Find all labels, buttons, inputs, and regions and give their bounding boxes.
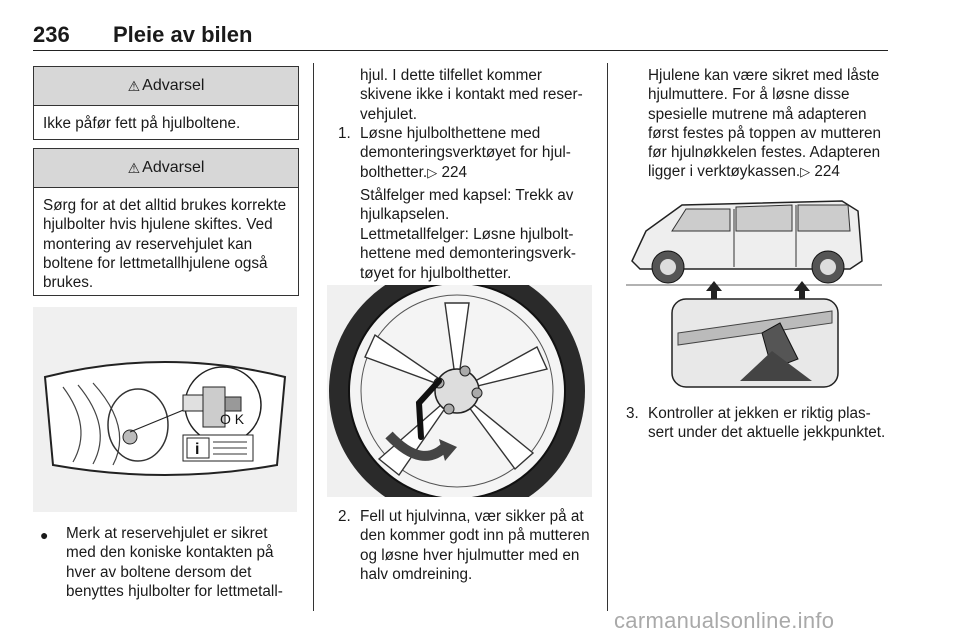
step-2-number: 2. — [338, 508, 351, 525]
warning-header — [34, 67, 298, 106]
jack-point-illustration — [622, 183, 886, 389]
steel-rim-text: Stålfelger med kapsel: Trekk av hjulkapselen. — [360, 187, 574, 224]
locking-nut-body: Hjulene kan være sikret med låste hjulmuttere. For å løsne disse spesielle mutrene må adapteren først festes på toppen av mutteren før hjulnøkkelen festes. Adapteren ligger i verktøykassen. — [648, 67, 881, 181]
page-title: Pleie av bilen — [113, 22, 253, 47]
jack-point-drawing — [622, 183, 886, 389]
alloy-rim-text: Lettmetallfelger: Løsne hjulbolthettene med demonteringsverktøyet for hjulbolthetter. — [360, 226, 576, 282]
locking-nut-ref: 224 — [814, 163, 840, 181]
warning-triangle-icon: ⚠ — [127, 77, 141, 94]
step-3-number: 3. — [626, 405, 639, 422]
watermark: carmanualsonline.info — [614, 608, 835, 633]
bullet-text: Merk at reservehjulet er sikret med den koniske kontakten på hver av boltene dersom det benyttes hjulbolter for lettmetall- — [66, 525, 283, 600]
info-icon: i — [195, 441, 200, 458]
step-1-number: 1. — [338, 125, 351, 142]
wheel-bolt-drawing — [33, 307, 297, 512]
locking-nut-text — [648, 66, 890, 182]
warning-title: Advarsel — [142, 77, 205, 94]
step-2-text: Fell ut hjulvinna, vær sikker på at den kommer godt inn på mutteren og løsne hver hjulmutter med en halv omdreining. — [360, 508, 590, 583]
page-header — [33, 22, 888, 51]
wheel-wrench-illustration — [327, 285, 592, 497]
continuation-text: hjul. I dette tilfellet kommer skivene ikke i kontakt med reservehjulet. — [360, 67, 583, 123]
step-1-ref: 224 — [441, 163, 467, 181]
step-1-body: Løsne hjulbolthettene med demonteringsverktøyet for hjulbolthetter. — [360, 125, 571, 181]
warning-text: Ikke påfør fett på hjulboltene. — [43, 115, 241, 132]
step-1-text — [360, 124, 592, 182]
warning-triangle-icon: ⚠ — [127, 159, 141, 176]
bullet-icon: ● — [40, 527, 49, 543]
wheel-bolt-illustration — [33, 307, 297, 512]
warning-title: Advarsel — [142, 159, 205, 176]
column-divider-1 — [313, 63, 314, 611]
warning-text: Sørg for at det alltid brukes korrekte hjulbolter hvis hjulene skiftes. Ved montering av reservehjulet kan boltene for lettmetallhjulene også brukes. — [43, 197, 287, 292]
warning-header — [34, 149, 298, 188]
wheel-wrench-drawing — [327, 285, 592, 497]
warning-box-1 — [33, 66, 299, 140]
page-number: 236 — [33, 22, 70, 47]
step-3-text: Kontroller at jekken er riktig plassert under det aktuelle jekkpunktet. — [648, 405, 886, 442]
ok-label: O K — [220, 411, 245, 427]
warning-box-2 — [33, 148, 299, 296]
arrow-right-icon: ▷ — [800, 164, 811, 180]
column-divider-2 — [607, 63, 608, 611]
arrow-right-icon: ▷ — [427, 164, 438, 180]
